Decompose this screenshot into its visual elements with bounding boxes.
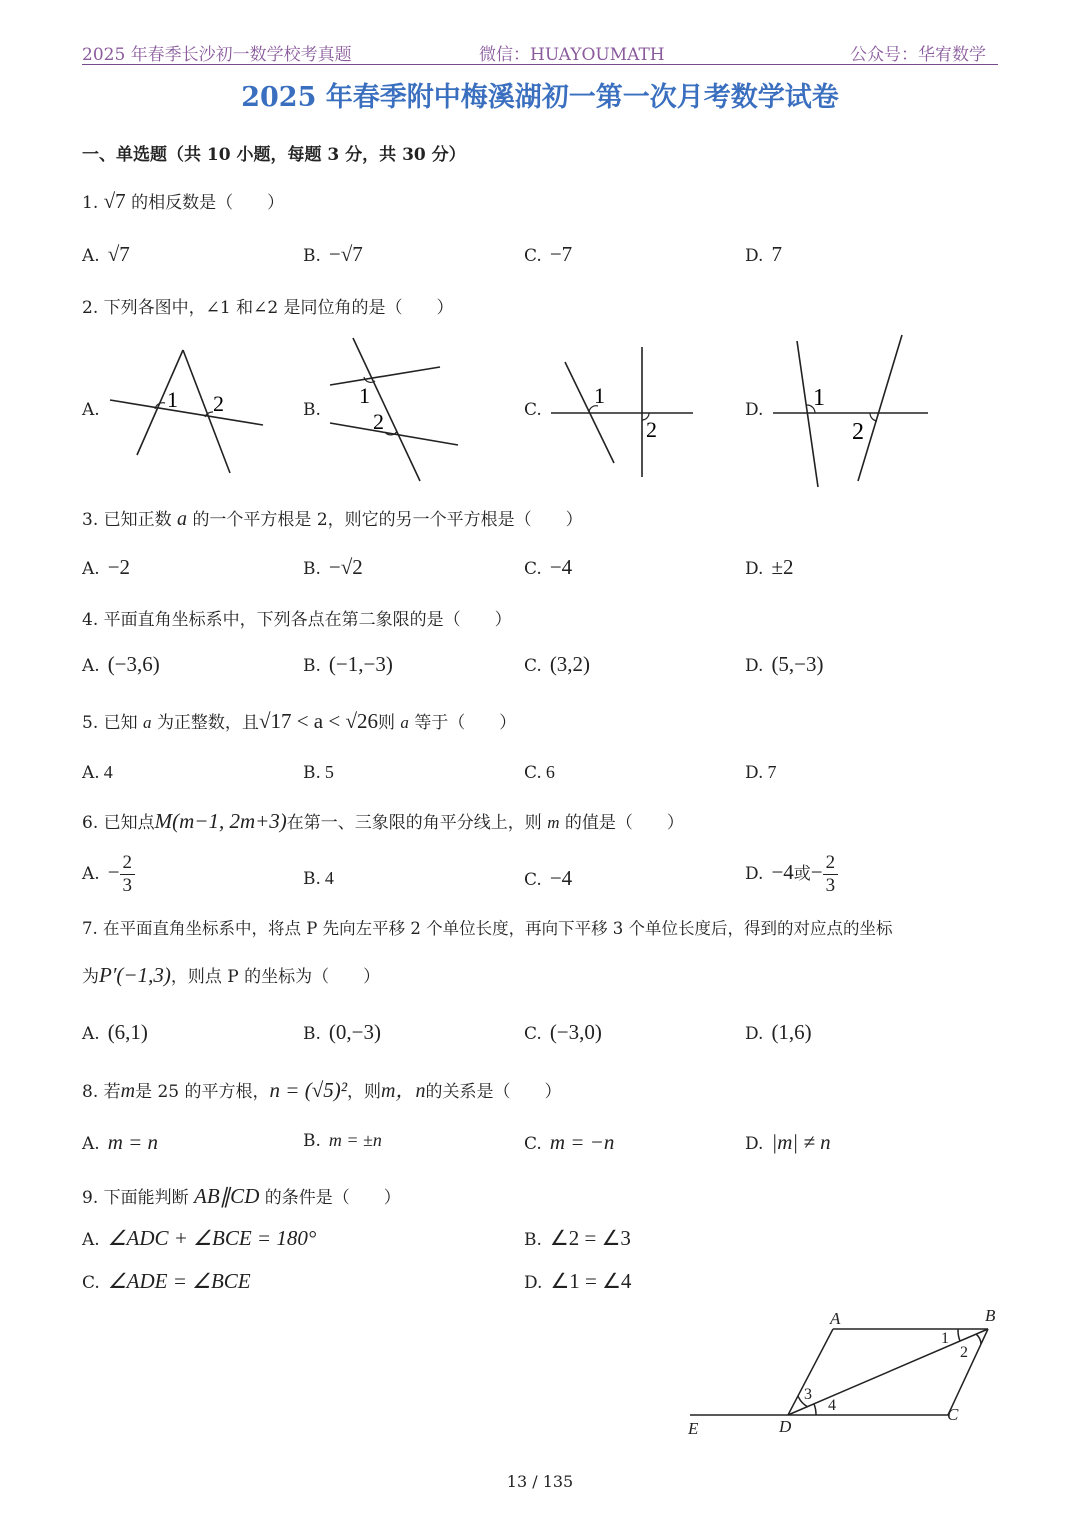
header-right: 公众号：华宥数学: [850, 45, 986, 65]
q7-option-a[interactable]: A. (6,1): [82, 1020, 148, 1044]
q5-inequality: √17 < a < √26: [258, 709, 378, 733]
q4-option-d[interactable]: D. (5,−3): [745, 652, 824, 676]
q5-option-c[interactable]: C. 6: [524, 762, 555, 783]
q3-option-a[interactable]: A. −2: [82, 555, 131, 579]
page-header: [82, 36, 998, 65]
question-9: 9. 下面能判断 AB∥CD 的条件是（ ）: [82, 1184, 401, 1208]
svg-text:3: 3: [804, 1386, 812, 1403]
q2-option-d[interactable]: D.: [745, 400, 764, 420]
q7-option-b[interactable]: B. (0,−3): [303, 1020, 381, 1044]
q2-figure-d: [770, 333, 930, 491]
q2-figure-c: [548, 345, 698, 480]
question-7-line-1: 7. 在平面直角坐标系中，将点 P 先向左平移 2 个单位长度，再向下平移 3 个单位长度后，得到的对应点的坐标: [82, 919, 893, 938]
q8-option-a[interactable]: A. m = n: [82, 1130, 159, 1154]
svg-text:2: 2: [852, 419, 864, 445]
svg-text:1: 1: [941, 1330, 949, 1347]
question-7-line-2: 为P′(−1,3)，则点 P 的坐标为（ ）: [82, 963, 381, 987]
q9-condition: AB∥CD: [194, 1184, 260, 1208]
q9-option-d[interactable]: D. ∠1 = ∠4: [524, 1269, 632, 1293]
q5-option-a[interactable]: A. 4: [82, 762, 113, 783]
q8-expression: n = (√5)²: [269, 1078, 348, 1102]
svg-text:E: E: [688, 1419, 699, 1438]
q8-option-c[interactable]: C. m = −n: [524, 1130, 615, 1154]
q1-option-b[interactable]: B. −√7: [303, 242, 363, 266]
svg-text:2: 2: [646, 417, 657, 442]
q9-option-c[interactable]: C. ∠ADE = ∠BCE: [82, 1269, 251, 1293]
question-4: 4. 平面直角坐标系中，下列各点在第二象限的是（ ）: [82, 610, 512, 630]
q4-option-b[interactable]: B. (−1,−3): [303, 652, 393, 676]
q9-option-b[interactable]: B. ∠2 = ∠3: [524, 1226, 631, 1250]
q2-option-b[interactable]: B.: [303, 400, 321, 420]
question-5: 5. 已知 a 为正整数，且√17 < a < √26则 a 等于（ ）: [82, 709, 517, 733]
q6-option-c[interactable]: C. −4: [524, 866, 573, 890]
page-number: 13 / 135: [506, 1472, 574, 1491]
header-center: 微信：HUAYOUMATH: [479, 45, 665, 65]
q3-option-b[interactable]: B. −√2: [303, 555, 363, 579]
svg-text:2: 2: [213, 391, 224, 416]
q1-option-c[interactable]: C. −7: [524, 242, 573, 266]
question-8: 8. 若m是 25 的平方根，n = (√5)²，则m，n的关系是（ ）: [82, 1078, 562, 1102]
q6-point: M(m−1, 2m+3): [154, 809, 287, 833]
page-title: 2025 年春季附中梅溪湖初一第一次月考数学试卷: [241, 82, 839, 113]
q2-figure-b: [325, 335, 465, 485]
header-left: 2025 年春季长沙初一数学校考真题: [82, 45, 352, 65]
q1-option-a[interactable]: A. √7: [82, 242, 130, 266]
svg-text:2: 2: [373, 409, 384, 434]
question-6: 6. 已知点M(m−1, 2m+3)在第一、三象限的角平分线上，则 m 的值是（ ）: [82, 809, 684, 833]
svg-text:1: 1: [359, 383, 370, 408]
svg-text:B: B: [985, 1306, 996, 1325]
section-heading: 一、单选题（共 10 小题，每题 3 分，共 30 分）: [82, 145, 466, 165]
svg-text:1: 1: [167, 387, 178, 412]
q9-parallelogram-figure: [680, 1300, 1020, 1445]
q4-option-a[interactable]: A. (−3,6): [82, 652, 160, 676]
svg-text:1: 1: [813, 385, 825, 411]
q4-option-c[interactable]: C. (3,2): [524, 652, 591, 676]
q7-point: P′(−1,3): [99, 963, 171, 987]
q6-option-a[interactable]: A. − $\frac{2}{3}$: [82, 852, 135, 897]
question-1: 1. √7 的相反数是（ ）: [82, 189, 285, 213]
q1-expression: √7: [103, 189, 126, 213]
q7-option-c[interactable]: C. (−3,0): [524, 1020, 602, 1044]
q6-option-d[interactable]: D. −4或− $\frac{2}{3}$: [745, 852, 838, 897]
q1-option-d[interactable]: D. 7: [745, 242, 782, 266]
q8-option-b[interactable]: B. m = ±n: [303, 1130, 382, 1151]
q2-figure-a: [105, 345, 270, 480]
q3-option-d[interactable]: D. ±2: [745, 555, 794, 579]
q2-option-a[interactable]: A.: [82, 400, 100, 420]
svg-text:A: A: [830, 1309, 841, 1328]
q5-option-d[interactable]: D. 7: [745, 762, 777, 783]
svg-text:C: C: [947, 1405, 959, 1424]
question-2: 2. 下列各图中，∠1 和∠2 是同位角的是（ ）: [82, 298, 454, 318]
q2-option-c[interactable]: C.: [524, 400, 542, 420]
svg-text:D: D: [779, 1417, 792, 1436]
q5-option-b[interactable]: B. 5: [303, 762, 334, 783]
q6-option-b[interactable]: B. 4: [303, 868, 334, 889]
question-3: 3. 已知正数 a 的一个平方根是 2，则它的另一个平方根是（ ）: [82, 508, 583, 530]
svg-text:2: 2: [960, 1344, 968, 1361]
q8-option-d[interactable]: D. |m| ≠ n: [745, 1130, 831, 1154]
svg-text:4: 4: [828, 1397, 836, 1414]
q9-option-a[interactable]: A. ∠ADC + ∠BCE = 180°: [82, 1226, 317, 1250]
q7-option-d[interactable]: D. (1,6): [745, 1020, 812, 1044]
q3-option-c[interactable]: C. −4: [524, 555, 573, 579]
svg-text:1: 1: [594, 383, 605, 408]
